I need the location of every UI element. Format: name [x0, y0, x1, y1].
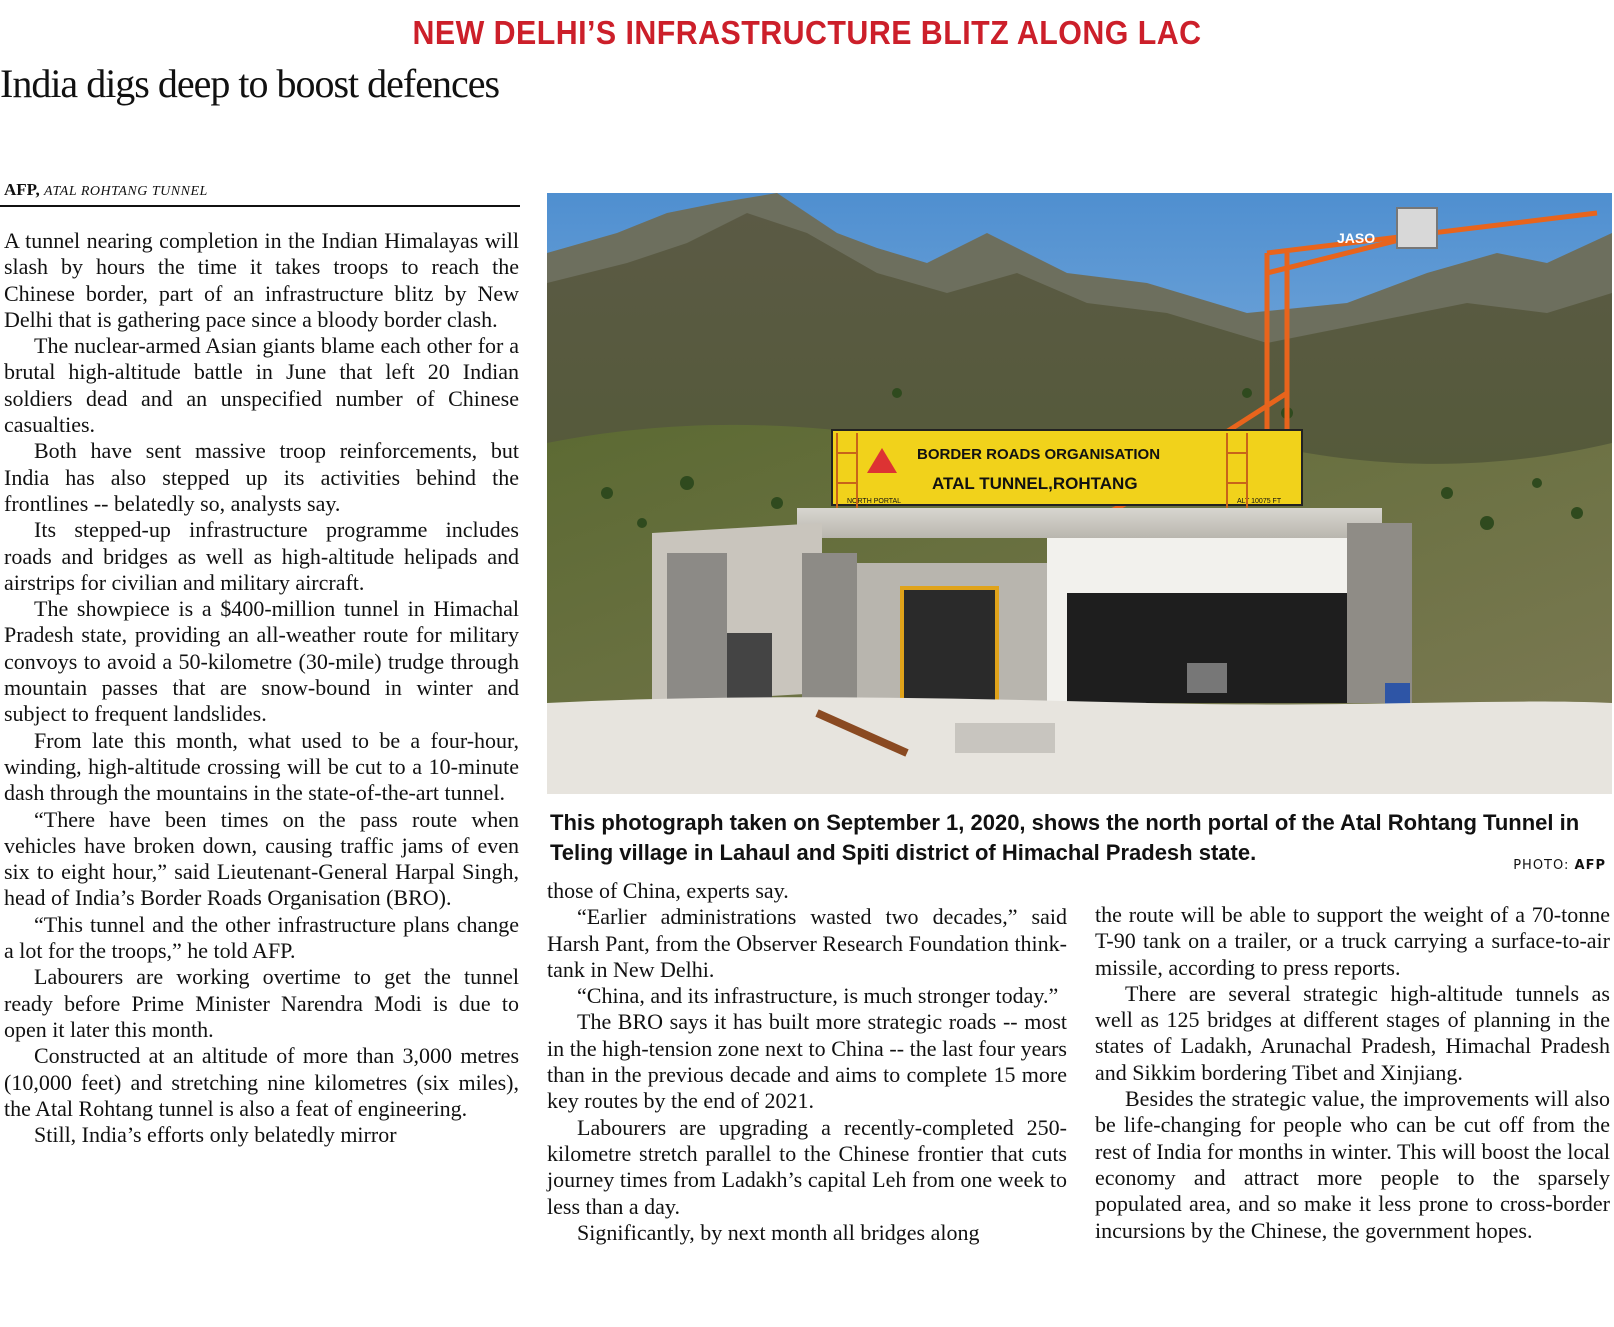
sign-small-left: NORTH PORTAL	[847, 498, 902, 505]
paragraph: “This tunnel and the other infrastructure plans change a lot for the troops,” he told AFP.	[4, 911, 519, 964]
right-pillar	[1347, 523, 1412, 703]
photo-credit-label: PHOTO:	[1513, 858, 1570, 873]
paragraph: Still, India’s efforts only belatedly mirror	[34, 1122, 397, 1148]
tunnel-photo	[547, 193, 1612, 794]
paragraph: Both have sent massive troop reinforcements, but India has also stepped up its activities behind the frontlines -- belatedly so, analysts say.	[4, 438, 519, 516]
photo-credit-source: AFP	[1574, 858, 1606, 873]
paragraph: “China, and its infrastructure, is much stronger today.”	[577, 983, 1059, 1009]
photo-caption: This photograph taken on September 1, 2020, shows the north portal of the Atal Rohtang Tunnel in Teling village in Lahaul and Spiti district of Himachal Pradesh state.	[550, 810, 1580, 865]
paragraph: Labourers are upgrading a recently-completed 250-kilometre stretch parallel to the Chinese frontier that cuts journey times from Ladakh’s capital Leh from one week to less than a day.	[547, 1114, 1067, 1219]
left-pillar	[667, 553, 727, 703]
paragraph: Its stepped-up infrastructure programme includes roads and bridges as well as high-altitude helipads and airstrips for civilian and military aircraft.	[4, 517, 519, 595]
article-column-1	[4, 228, 519, 1148]
paragraph: The showpiece is a $400-million tunnel in Himachal Pradesh state, providing an all-weather route for military convoys to avoid a 50-kilometre (30-mile) trudge through mountain passes that are snow-bound in winter and subject to frequent landslides.	[4, 596, 519, 727]
byline-agency: AFP,	[4, 180, 40, 199]
article-column-3	[1095, 902, 1610, 1244]
portal-roof	[797, 508, 1382, 538]
crane-counterweight	[1397, 208, 1437, 248]
portal-sign	[832, 430, 1302, 505]
paragraph: There are several strategic high-altitude tunnels as well as 125 bridges at different stages of planning in the states of Ladakh, Arunachal Pradesh, Himachal Pradesh and Sikkim bordering Tibet and Xinjiang.	[1095, 980, 1610, 1085]
vehicle-in-tunnel	[1187, 663, 1227, 693]
left-opening	[727, 633, 772, 703]
paragraph: Significantly, by next month all bridges along	[577, 1219, 980, 1245]
paragraph: The nuclear-armed Asian giants blame each other for a brutal high-altitude battle in June that left 20 Indian soldiers dead and an unspecified number of Chinese casualties.	[4, 333, 519, 438]
sign-small-right: ALT 10075 FT	[1237, 498, 1282, 505]
paragraph: Besides the strategic value, the improvements will also be life-changing for people who can be cut off from the rest of India for months in winter. This will boost the local economy and attract more people to the sparsely populated area, and so make it less prone to cross-border incursions by the Chinese, the government hopes.	[1095, 1086, 1610, 1243]
paragraph: A tunnel nearing completion in the Indian Himalayas will slash by hours the time it takes troops to reach the Chinese border, part of an infrastructure blitz by New Delhi that is gathering pace since a bloody border clash.	[4, 228, 519, 332]
center-pillar	[802, 553, 857, 703]
crane-text: JASO	[1337, 230, 1376, 246]
paragraph: From late this month, what used to be a four-hour, winding, high-altitude crossing will be cut to a 10-minute dash through the mountains in the state-of-the-art tunnel.	[4, 727, 519, 806]
service-door	[902, 588, 997, 703]
photo-credit	[1513, 858, 1606, 873]
paragraph: The BRO says it has built more strategic roads -- most in the high-tension zone next to China -- the last four years than in the previous decade and aims to complete 15 more key routes by the end of 2021.	[547, 1009, 1067, 1114]
byline-dateline: ATAL ROHTANG TUNNEL	[44, 184, 208, 199]
paragraph: Labourers are working overtime to get the tunnel ready before Prime Minister Narendra Modi is due to open it later this month.	[4, 964, 519, 1042]
sign-line-2: ATAL TUNNEL,ROHTANG	[932, 474, 1138, 493]
paragraph: those of China, experts say.	[547, 878, 789, 903]
article-column-2	[547, 878, 1067, 1246]
paragraph: “There have been times on the pass route when vehicles have broken down, causing traffic jams of even six to eight hour,” said Lieutenant-General Harpal Singh, head of India’s Border Roads Organisation (BRO).	[4, 806, 519, 911]
paragraph: “Earlier administrations wasted two decades,” said Harsh Pant, from the Observer Research Foundation think-tank in New Delhi.	[547, 904, 1067, 982]
headline: India digs deep to boost defences	[0, 61, 500, 106]
paragraph: Constructed at an altitude of more than 3,000 metres (10,000 feet) and stretching nine kilometres (six miles), the Atal Rohtang tunnel is also a feat of engineering.	[4, 1043, 519, 1121]
sign-line-1: BORDER ROADS ORGANISATION	[917, 446, 1161, 463]
concrete-block	[955, 723, 1055, 753]
byline	[4, 180, 208, 200]
kicker: NEW DELHI’S INFRASTRUCTURE BLITZ ALONG LAC	[412, 14, 1202, 51]
paragraph: the route will be able to support the weight of a 70-tonne T-90 tank on a trailer, or a truck carrying a surface-to-air missile, according to press reports.	[1095, 902, 1610, 980]
byline-rule	[0, 205, 520, 207]
ground	[547, 697, 1612, 794]
